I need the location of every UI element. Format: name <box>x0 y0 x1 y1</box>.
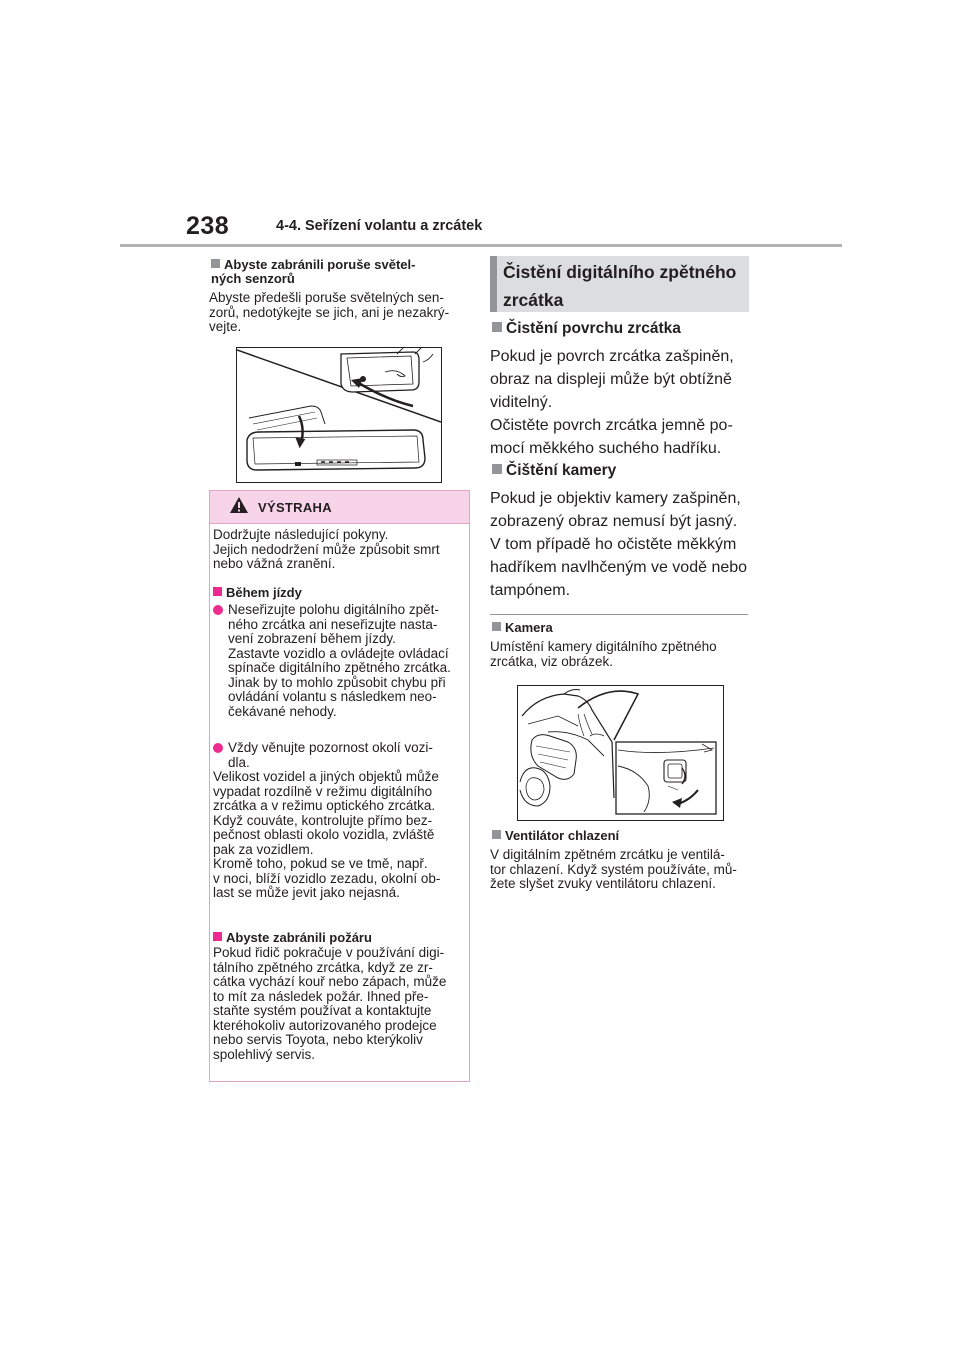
mirror-illustration <box>236 347 442 483</box>
page-number: 238 <box>186 212 230 240</box>
fire-heading-block <box>213 931 467 945</box>
warning-header <box>210 491 469 524</box>
surface-heading-block <box>492 320 681 338</box>
square-bullet-icon <box>492 464 502 474</box>
fan-text: V digitálním zpětném zrcátku je ventilá- tor chlazení. Když systém používáte, mů- žete slyšet zvuky ventilátoru chlazení. <box>490 847 737 891</box>
surface-heading: Čistění povrchu zrcátka <box>506 320 681 337</box>
sensor-text: Abyste předešli poruše světelných sen- zorů, nedotýkejte se jich, ani je nezakrý- vejte. <box>209 290 450 334</box>
square-bullet-icon <box>492 622 501 631</box>
fire-text: Pokud řidič pokračuje v používání digi- tálního zpětného zrcátka, když ze zr- cátka vychází kouř nebo zápach, může to mít za následek požár. Ihned pře- staňte systém používat a kontaktujte kteréhokoliv autorizovaného prodejce nebo servis Toyota, nebo kterýkoliv spolehlivý servis. <box>213 945 447 1062</box>
fan-heading: Ventilátor chlazení <box>505 828 620 843</box>
square-bullet-icon <box>213 932 222 941</box>
bullet-1-text: Neseřizujte polohu digitálního zpět- ného zrcátka ani neseřizujte nasta- vení zobrazení během jízdy. Zastavte vozidlo a ovládejte ovládací spínače digitálního zpětného zrcátka. Jinak by to mohlo způsobit chybu při ovládání volantu s následkem neo- čekávané nehody. <box>228 602 451 719</box>
camera-clean-text: Pokud je objektiv kamery zašpiněn, zobrazený obraz nemusí být jasný. V tom případě ho očistěte měkkým hadříkem navlhčeným ve vodě nebo tampónem. <box>490 490 748 599</box>
section-heading-bar <box>490 256 497 312</box>
round-bullet-icon <box>213 743 223 753</box>
warning-intro: Dodržujte následující pokyny. Jejich nedodržení může způsobit smrt nebo vážná zranění. <box>213 527 440 571</box>
driving-heading-block <box>213 586 467 600</box>
mirror-drawing <box>237 348 441 482</box>
camera-illustration <box>517 685 724 821</box>
section-title: 4-4. Seřízení volantu a zrcátek <box>276 218 483 234</box>
bullet-2-text: Vždy věnujte pozornost okolí vozi- dla. <box>228 740 433 770</box>
square-bullet-icon <box>492 830 501 839</box>
fire-heading: Abyste zabránili požáru <box>226 930 372 945</box>
section-heading: Čistění digitálního zpětného zrcátka <box>503 262 737 310</box>
warning-title: VÝSTRAHA <box>258 500 332 515</box>
warning-box <box>209 490 470 1082</box>
bullet-2 <box>213 741 467 770</box>
bullet-2-details: Velikost vozidel a jiných objektů může vypadat rozdílně v režimu digitálního zrcátka a v režimu optického zrcátka. Když couváte, kontrolujte přímo bez- pečnost oblasti okolo vozidla, zvláště pak za vozidlem. Kromě toho, pokud se ve tmě, např. v noci, blíží vozidlo zezadu, okolní ob- last se může jevit jako nejasná. <box>213 769 441 900</box>
sensor-heading: Abyste zabránili poruše světel- ných senzorů <box>211 257 416 286</box>
surface-text: Pokud je povrch zrcátka zašpiněn, obraz na displeji může být obtížně viditelný. Očistěte povrch zrcátka jemně po- mocí měkkého suchého hadříku. <box>490 348 734 457</box>
square-bullet-icon <box>211 259 220 268</box>
camera-clean-heading-block <box>492 462 616 480</box>
sensor-heading-block <box>211 258 467 286</box>
square-bullet-icon <box>492 322 502 332</box>
right-divider <box>490 614 748 615</box>
camera-heading-block <box>492 621 553 635</box>
camera-heading: Kamera <box>505 620 553 635</box>
camera-clean-heading: Čištění kamery <box>506 462 617 479</box>
driving-heading: Během jízdy <box>226 585 302 600</box>
fan-heading-block <box>492 829 619 843</box>
square-bullet-icon <box>213 587 222 596</box>
header-divider <box>120 244 842 247</box>
camera-text: Umístění kamery digitálního zpětného zrcátka, viz obrázek. <box>490 639 717 669</box>
camera-drawing <box>518 686 723 820</box>
round-bullet-icon <box>213 605 223 615</box>
warning-triangle-icon <box>229 496 249 514</box>
bullet-1 <box>213 603 467 719</box>
